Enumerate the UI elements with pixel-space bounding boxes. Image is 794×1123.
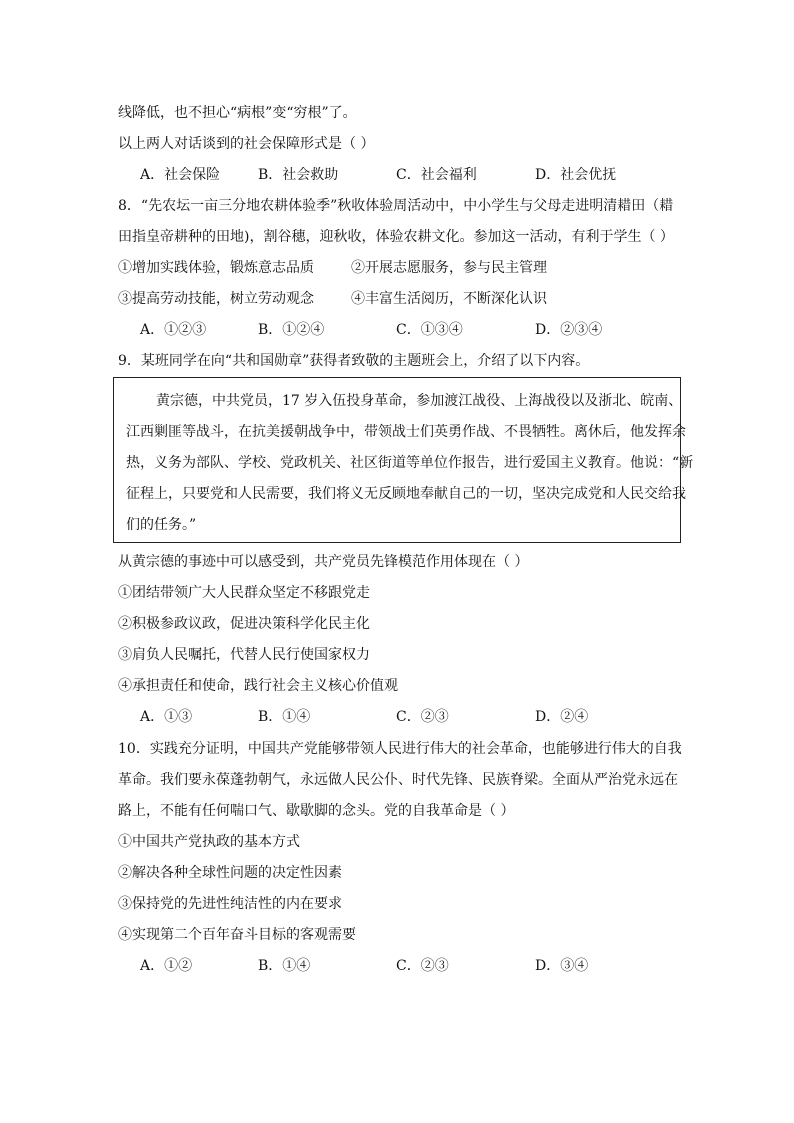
- q10-stem-line1: 10．实践充分证明，中国共产党能够带领人民进行伟大的社会革命，也能够进行伟大的自我: [118, 741, 682, 757]
- q8-stem-line2: 田指皇帝耕种的田地)，割谷穗，迎秋收，体验农耕文化。参加这一活动，有利于学生（ ）: [118, 229, 674, 245]
- q9-item-3: ③肩负人民嘱托，代替人民行使国家权力: [118, 647, 370, 663]
- q9-material-box: [113, 377, 694, 543]
- q10-option-d: D．③④: [535, 958, 589, 974]
- q10-stem-line3: 路上，不能有任何喘口气、歇歇脚的念头。党的自我革命是（ ）: [118, 803, 515, 819]
- q8-stem-line1: 8．“先农坛一亩三分地农耕体验季”秋收体验周活动中，中小学生与父母走进明清耤田（耤: [118, 198, 674, 214]
- q7-option-d: D．社会优抚: [535, 167, 617, 183]
- q9-material-line-4: 征程上，只要党和人民需要，我们将义无反顾地奉献自己的一切，坚决完成党和人民交给我: [126, 486, 686, 502]
- q8-option-d: D．②③④: [535, 322, 603, 338]
- q8-item-1: ①增加实践体验，锻炼意志品质: [118, 260, 314, 276]
- q8-option-a: A．①②③: [140, 322, 207, 338]
- q10-item-1: ①中国共产党执政的基本方式: [118, 834, 300, 850]
- q10-option-b: B．①④: [258, 958, 311, 974]
- q8-option-c: C．①③④: [396, 322, 463, 338]
- q7-option-c: C．社会福利: [396, 167, 477, 183]
- q7-option-a: A．社会保险: [140, 167, 221, 183]
- q10-item-4: ④实现第二个百年奋斗目标的客观需要: [118, 927, 356, 943]
- q8-item-4: ④丰富生活阅历，不断深化认识: [351, 291, 547, 307]
- q9-option-b: B．①④: [258, 709, 311, 725]
- q10-option-c: C．②③: [396, 958, 449, 974]
- q10-item-2: ②解决各种全球性问题的决定性因素: [118, 865, 342, 881]
- q9-stem: 9．某班同学在向“共和国勋章”获得者致敬的主题班会上，介绍了以下内容。: [118, 353, 590, 369]
- q8-item-3: ③提高劳动技能，树立劳动观念: [118, 291, 314, 307]
- q9-item-1: ①团结带领广大人民群众坚定不移跟党走: [118, 585, 370, 601]
- q7-option-b: B．社会救助: [258, 167, 339, 183]
- q7-continued-line: 线降低，也不担心“病根”变“穷根”了。: [118, 105, 357, 121]
- q10-stem-line2: 革命。我们要永葆蓬勃朝气，永远做人民公仆、时代先锋、民族脊梁。全面从严治党永远在: [118, 772, 678, 788]
- q8-option-b: B．①②④: [258, 322, 325, 338]
- q9-option-a: A．①③: [140, 709, 193, 725]
- q9-question: 从黄宗德的事迹中可以感受到，共产党员先锋模范作用体现在（ ）: [118, 554, 529, 570]
- q9-item-2: ②积极参政议政，促进决策科学化民主化: [118, 616, 370, 632]
- q9-item-4: ④承担责任和使命，践行社会主义核心价值观: [118, 678, 398, 694]
- q9-option-d: D．②④: [535, 709, 589, 725]
- q7-stem: 以上两人对话谈到的社会保障形式是（ ）: [118, 136, 375, 152]
- q9-option-c: C．②③: [396, 709, 449, 725]
- q9-material-line-1: 黄宗德，中共党员，17 岁入伍投身革命，参加渡江战役、上海战役以及浙北、皖南、: [156, 393, 683, 409]
- q9-material-line-3: 热，义务为部队、学校、党政机关、社区街道等单位作报告，进行爱国主义教育。他说：“新: [126, 455, 694, 471]
- q8-item-2: ②开展志愿服务，参与民主管理: [351, 260, 547, 276]
- q10-item-3: ③保持党的先进性纯洁性的内在要求: [118, 896, 342, 912]
- q9-material-line-5: 们的任务。”: [126, 517, 197, 533]
- q9-material-line-2: 江西剿匪等战斗，在抗美援朝战争中，带领战士们英勇作战、不畏牺牲。离休后，他发挥余: [126, 424, 686, 440]
- q10-option-a: A．①②: [140, 958, 193, 974]
